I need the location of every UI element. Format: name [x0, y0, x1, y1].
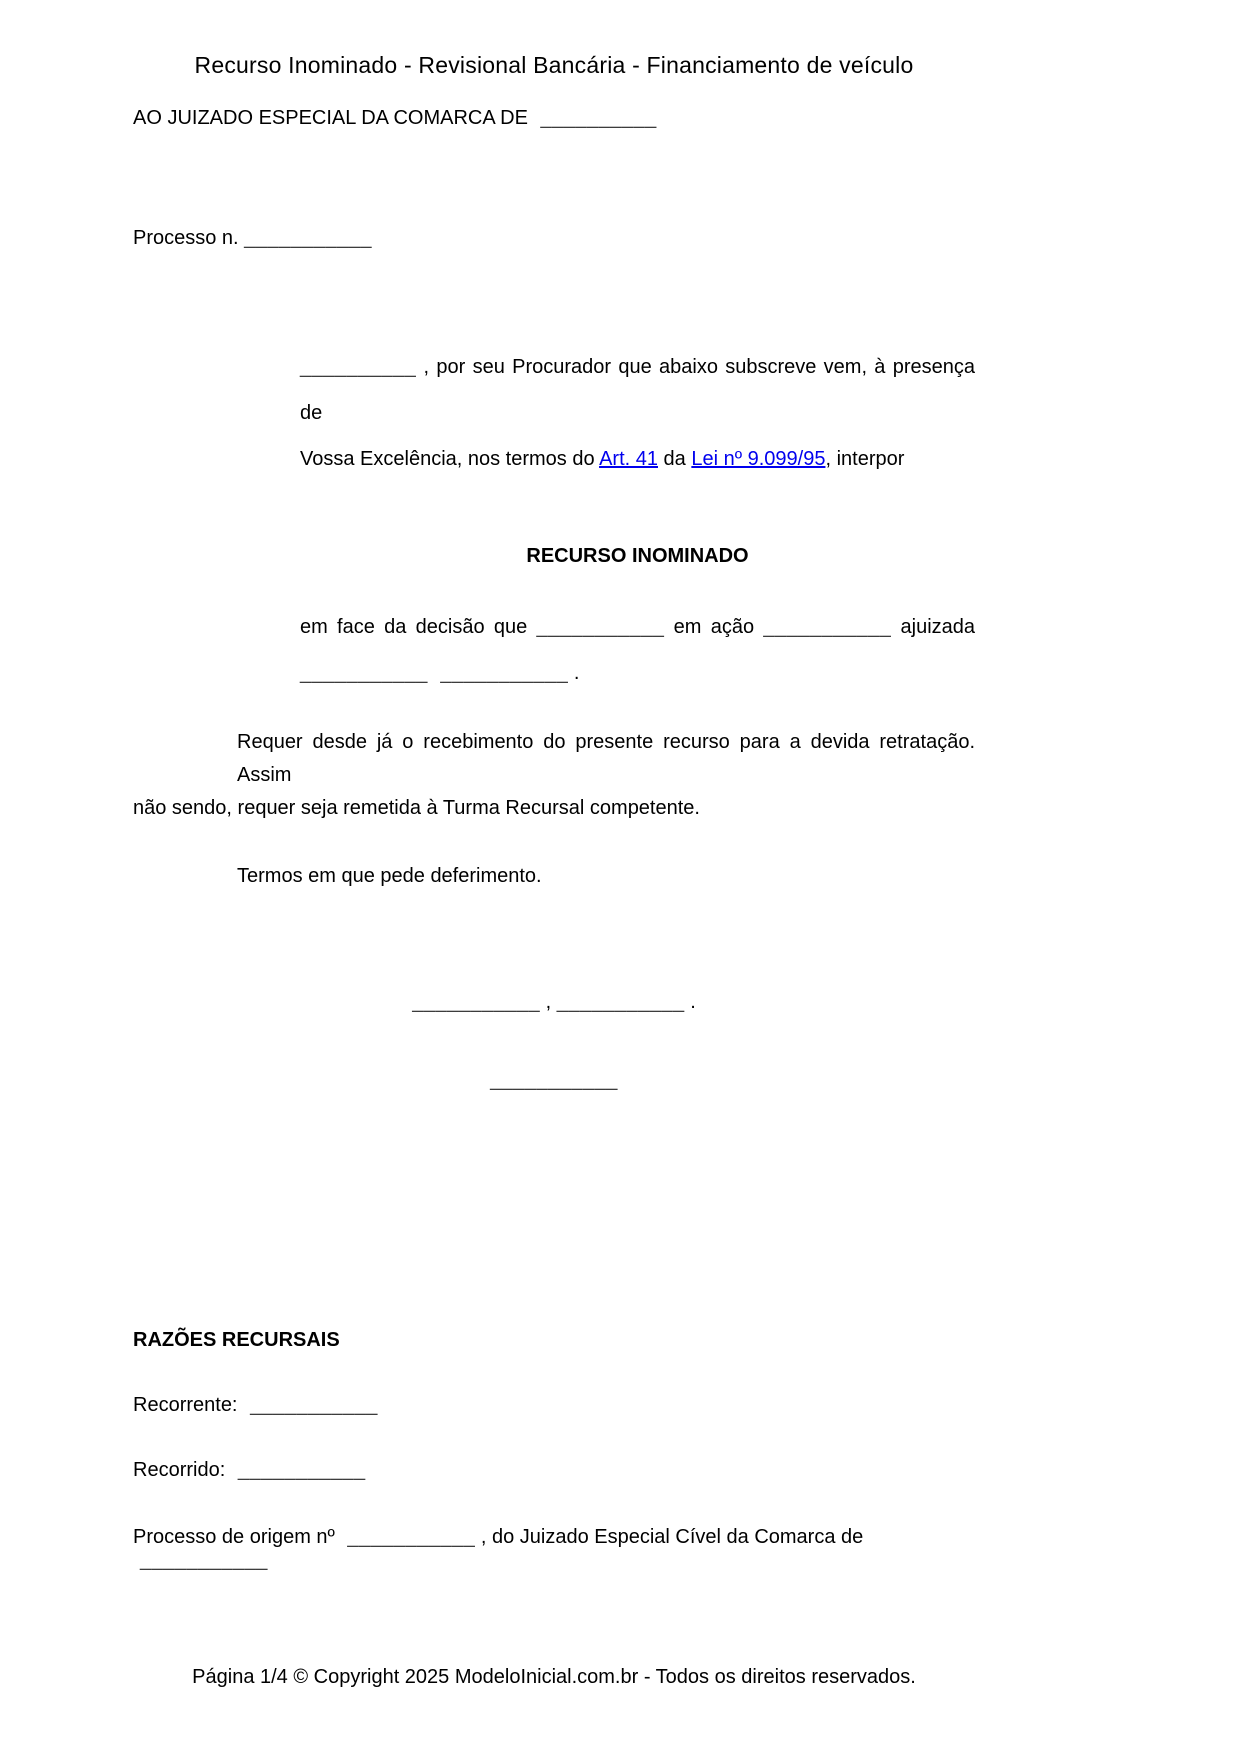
art-41-link[interactable]: Art. 41: [599, 448, 658, 470]
intro-party-blank: __________: [300, 356, 417, 378]
processo-line: [133, 227, 975, 250]
intro-line2-pre: Vossa Excelência, nos termos do: [300, 448, 595, 470]
recurso-inominado-heading: RECURSO INOMINADO: [526, 545, 749, 567]
origem-t1: Processo de origem nº: [133, 1526, 335, 1548]
termos-line: Termos em que pede deferimento.: [237, 865, 542, 887]
lei-9099-link[interactable]: Lei nº 9.099/95: [691, 448, 826, 470]
addressee-line: [133, 107, 975, 130]
recorrente-label: Recorrente:: [133, 1394, 238, 1416]
emface-blank-3: ___________: [300, 662, 428, 684]
signature-line: [133, 1066, 975, 1094]
emface-blank-1: ___________: [536, 616, 665, 638]
place-date-line: [133, 988, 975, 1016]
emface-blank-2: ___________: [763, 616, 892, 638]
emface-paragraph: [300, 604, 975, 696]
emface-line-2: [300, 650, 975, 696]
emface-period: .: [573, 662, 580, 684]
emface-line-1: [300, 604, 975, 650]
signature-blank: ___________: [490, 1069, 618, 1091]
place-blank: ___________: [412, 991, 541, 1013]
addressee-blank: __________: [540, 107, 657, 129]
recorrido-line: [133, 1459, 975, 1482]
recorrente-line: [133, 1394, 975, 1417]
dateline-comma: ,: [545, 991, 552, 1013]
recorrente-blank: ___________: [250, 1394, 378, 1416]
intro-paragraph: [300, 344, 975, 482]
emface-t2: em ação: [673, 616, 755, 638]
page-title: Recurso Inominado - Revisional Bancária - Financiamento de veículo: [194, 52, 914, 78]
origem-blank-1: ___________: [347, 1526, 476, 1548]
intro-line-1: [300, 344, 975, 436]
processo-blank: ___________: [244, 227, 373, 249]
addressee-label: AO JUIZADO ESPECIAL DA COMARCA DE: [133, 107, 528, 129]
emface-blank-4: ___________: [440, 662, 569, 684]
requer-line-2: não sendo, requer seja remetida à Turma Recursal competente.: [133, 797, 700, 819]
origem-blank-2: ___________: [140, 1549, 268, 1571]
date-blank: ___________: [556, 991, 685, 1013]
recorrido-blank: ___________: [237, 1459, 366, 1481]
dateline-period: .: [690, 991, 696, 1013]
emface-t1: em face da decisão que: [300, 616, 528, 638]
razoes-recursais-heading: RAZÕES RECURSAIS: [133, 1329, 340, 1351]
intro-line2-post: , interpor: [825, 448, 905, 470]
requer-line-1: Requer desde já o recebimento do presente recurso para a devida retratação. Assim: [237, 731, 975, 786]
requer-paragraph: [133, 726, 975, 825]
intro-line-2: [300, 436, 975, 482]
page-footer: Página 1/4 © Copyright 2025 ModeloInicial.com.br - Todos os direitos reservados.: [192, 1666, 916, 1688]
recorrido-label: Recorrido:: [133, 1459, 226, 1481]
processo-origem-line: [133, 1526, 975, 1572]
processo-label: Processo n.: [133, 227, 239, 249]
intro-line1-text: , por seu Procurador que abaixo subscreve vem, à presença de: [300, 356, 975, 424]
emface-t3: ajuizada: [900, 616, 976, 638]
intro-line2-mid: da: [663, 448, 686, 470]
origem-t2: , do Juizado Especial Cível da Comarca de: [480, 1526, 864, 1548]
